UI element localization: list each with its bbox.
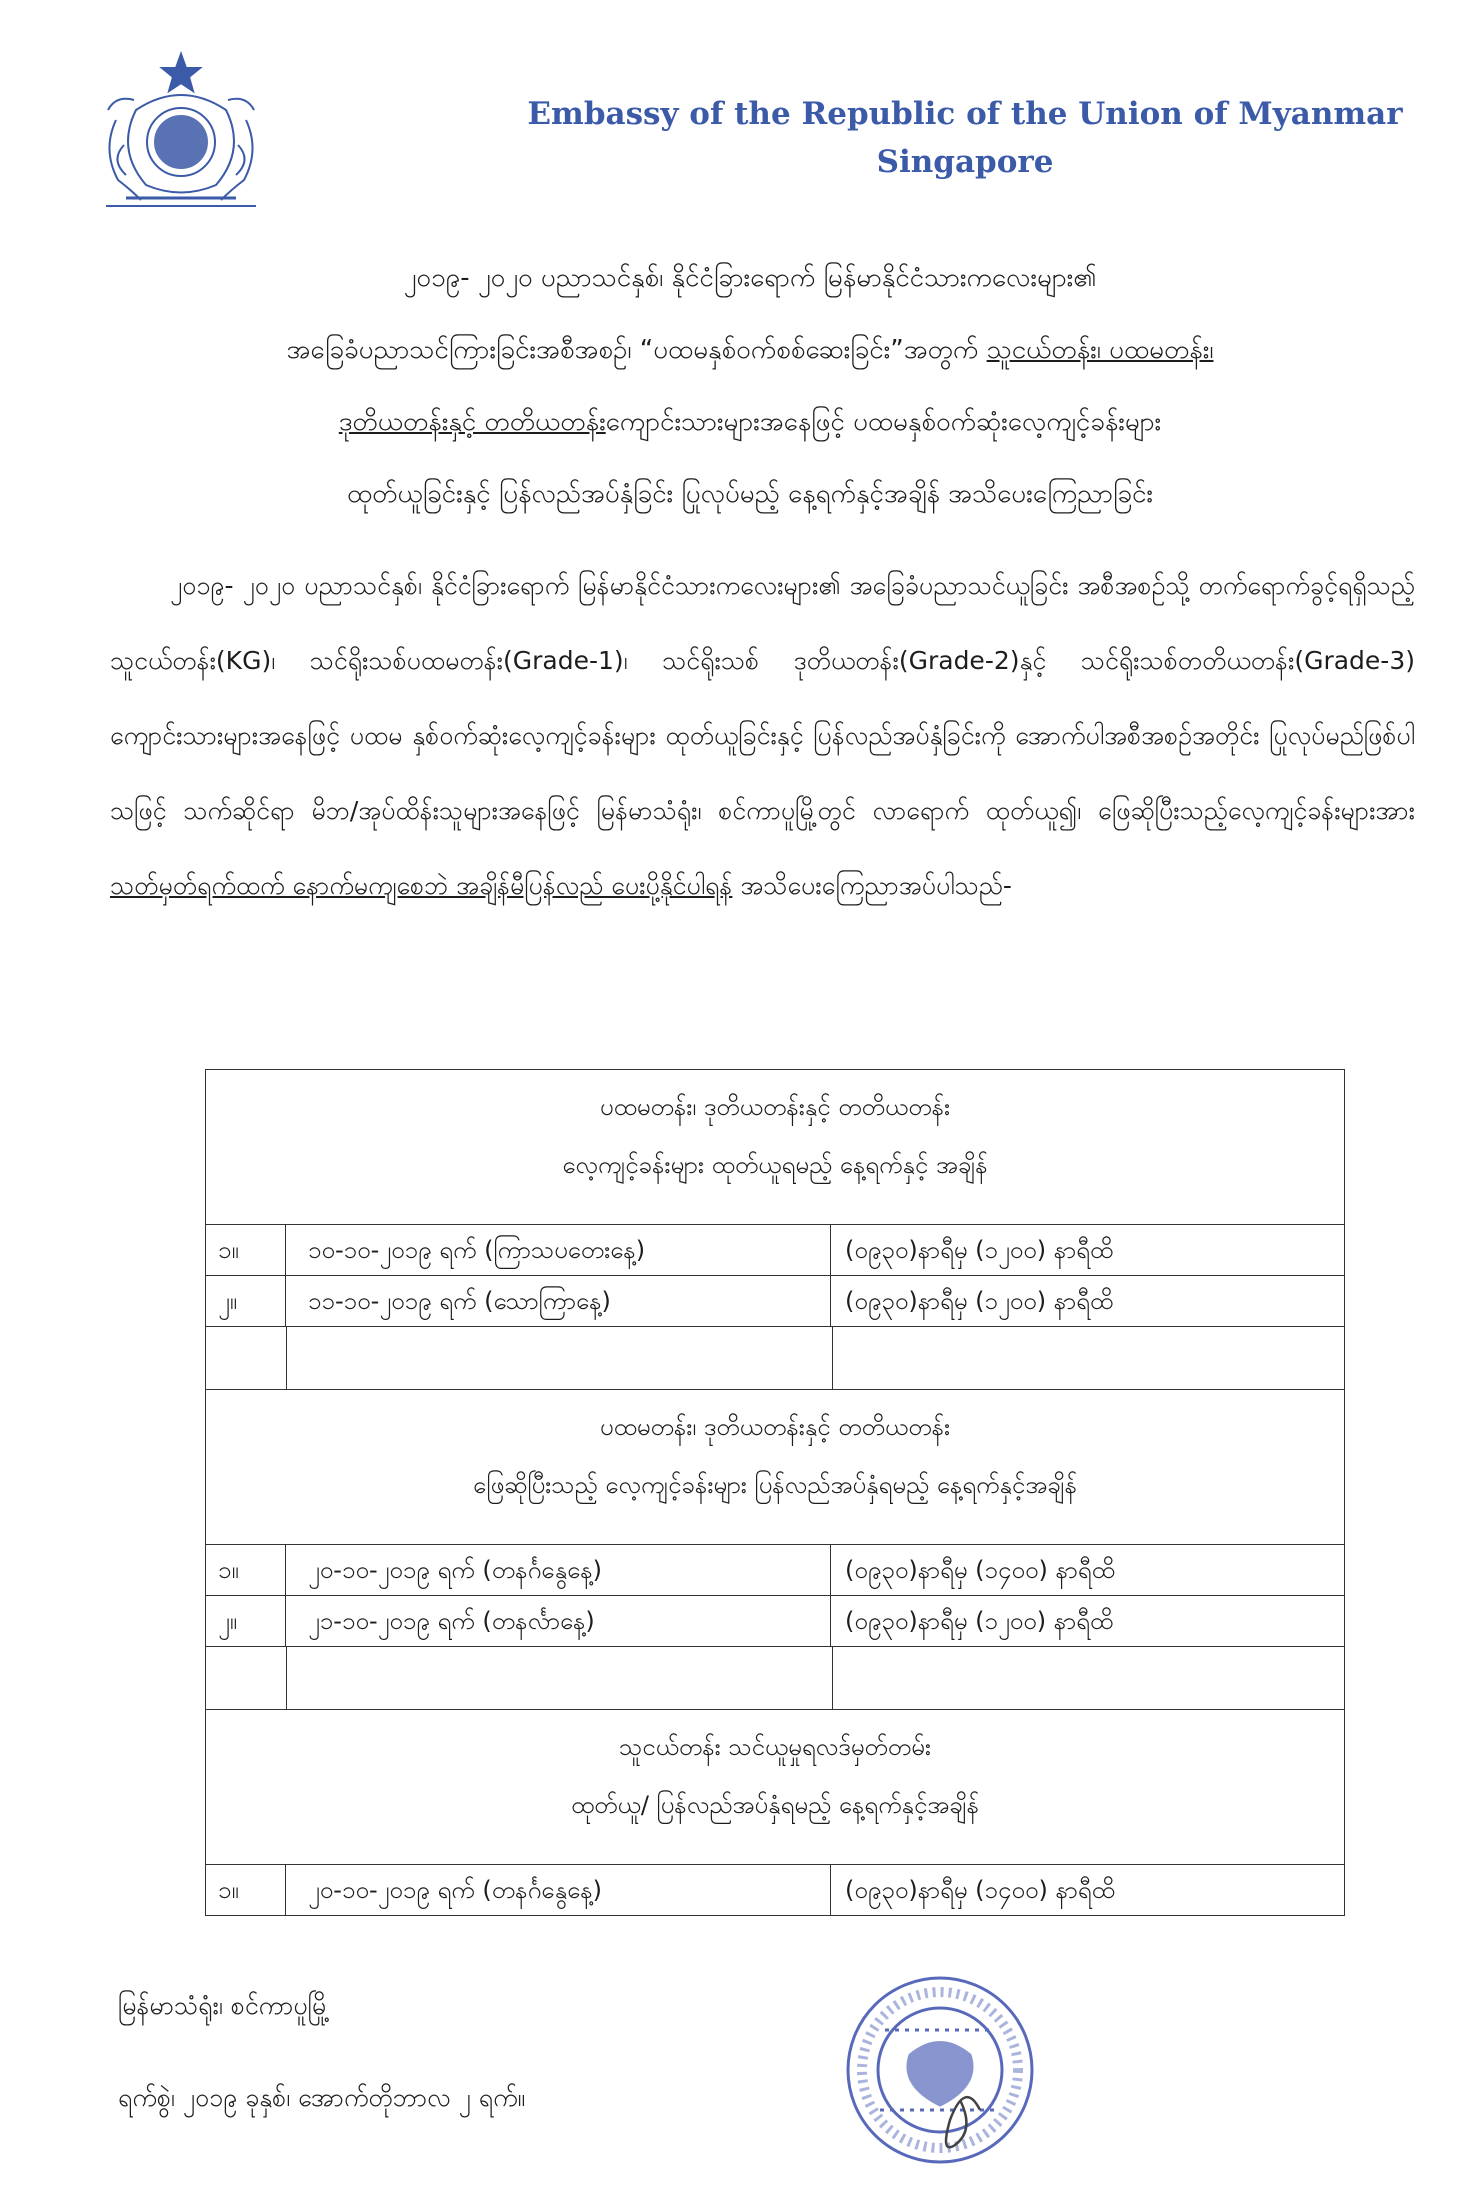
embassy-title-line1: Embassy of the Republic of the Union of Myanmar (527, 96, 1403, 132)
schedule-section-header (206, 1710, 1344, 1865)
row-time: (၀၉၃၀)နာရီမှ (၁၄၀၀) နာရီထိ (845, 1556, 1115, 1584)
row-date: ၁၀-၁၀-၂၀၁၉ ရက် (ကြာသပတေးနေ့) (286, 1225, 831, 1275)
heading-line2-underlined: သူငယ်တန်း၊ ပထမတန်း၊ (986, 335, 1214, 365)
heading-line4: ထုတ်ယူခြင်းနှင့် ပြန်လည်အပ်နှံခြင်း ပြုလုပ်မည့် နေ့ရက်နှင့်အချိန် အသိပေးကြေညာခြင်း (347, 479, 1153, 509)
heading-line3-text: ကျောင်းသားများအနေဖြင့် ပထမနှစ်ဝက်ဆုံးလေ့ကျင့်ခန်းများ (605, 407, 1162, 437)
schedule-block-collect (206, 1070, 1344, 1390)
embassy-seal-stamp-icon (840, 1970, 1040, 2170)
schedule-section-header (206, 1390, 1344, 1545)
table-row (206, 1545, 1344, 1596)
table-row (206, 1596, 1344, 1647)
row-date: ၁၁-၁၀-၂၀၁၉ ရက် (သောကြာနေ့) (286, 1276, 831, 1326)
schedule-table (205, 1069, 1345, 1916)
section-title-line2: လေ့ကျင့်ခန်းများ ထုတ်ယူရမည့် နေ့ရက်နှင့် အချိန် (562, 1151, 988, 1179)
row-number: ၁။ (206, 1225, 286, 1275)
body-text-end: အသိပေးကြေညာအပ်ပါသည်- (732, 871, 1012, 900)
schedule-section-header (206, 1070, 1344, 1225)
row-time: (၀၉၃၀)နာရီမှ (၁၄၀၀) နာရီထိ (845, 1876, 1115, 1904)
table-spacer-row (206, 1327, 1344, 1390)
row-time: (၀၉၃၀)နာရီမှ (၁၂၀၀) နာရီထိ (845, 1607, 1114, 1635)
section-title-line1: သူငယ်တန်း သင်ယူမှုရလဒ်မှတ်တမ်း (619, 1733, 931, 1761)
row-date: ၂၀-၁၀-၂၀၁၉ ရက် (တနင်္ဂနွေနေ့) (286, 1545, 831, 1595)
heading-line3 (110, 386, 1390, 458)
row-number: ၁။ (206, 1545, 286, 1595)
section-title-line1: ပထမတန်း၊ ဒုတိယတန်းနှင့် တတိယတန်း (599, 1413, 951, 1441)
row-date: ၂၀-၁၀-၂၀၁၉ ရက် (တနင်္ဂနွေနေ့) (286, 1865, 831, 1915)
section-title-line1: ပထမတန်း၊ ဒုတိယတန်းနှင့် တတိယတန်း (599, 1093, 951, 1121)
table-spacer-row (206, 1647, 1344, 1710)
table-row (206, 1225, 1344, 1276)
myanmar-state-seal-emblem-icon (96, 50, 266, 215)
table-row (206, 1276, 1344, 1327)
body-paragraph (110, 548, 1415, 923)
body-text: ၂၀၁၉- ၂၀၂၀ ပညာသင်နှစ်၊ နိုင်ငံခြားရောက် မြန်မာနိုင်ငံသားကလေးများ၏ အခြေခံပညာသင်ယူခြင်း အစီအစဉ်သို့ တက်ရောက်ခွင့်ရရှိသည့် သူငယ်တန်း(KG)၊ သင်ရိုးသစ်ပထမတန်း(Grade-1)၊ သင်ရိုးသစ် ဒုတိယတန်း(Grade-2)နှင့် သင်ရိုးသစ်တတိယတန်း(Grade-3) ကျောင်းသားများအနေဖြင့် ပထမ နှစ်ဝက်ဆုံးလေ့ကျင့်ခန်းများ ထုတ်ယူခြင်းနှင့် ပြန်လည်အပ်နှံခြင်းကို အောက်ပါအစီအစဉ်အတိုင်း ပြုလုပ်မည်ဖြစ်ပါသဖြင့် သက်ဆိုင်ရာ မိဘ/အုပ်ထိန်းသူများအနေဖြင့် မြန်မာသံရုံး၊ စင်ကာပူမြို့တွင် လာရောက် ထုတ်ယူ၍၊ ဖြေဆိုပြီးသည့်လေ့ကျင့်ခန်းများအား (110, 571, 1415, 825)
row-time: (၀၉၃၀)နာရီမှ (၁၂၀၀) နာရီထိ (845, 1287, 1114, 1315)
footer-date: ရက်စွဲ၊ ၂၀၁၉ ခုနှစ်၊ အောက်တိုဘာလ ၂ ရက်။ (118, 2083, 526, 2112)
body-text-underlined: သတ်မှတ်ရက်ထက် နောက်မကျစေဘဲ အချိန်မီပြန်လည် ပေးပို့နိုင်ပါရန် (110, 871, 733, 900)
signature-block (118, 1960, 525, 2144)
embassy-title (470, 90, 1460, 186)
footer-place: မြန်မာသံရုံး၊ စင်ကာပူမြို့ (118, 1991, 331, 2020)
schedule-block-kg (206, 1710, 1344, 1915)
embassy-title-line2: Singapore (876, 144, 1054, 180)
announcement-heading (110, 242, 1390, 530)
row-number: ၁။ (206, 1865, 286, 1915)
heading-line3-underlined: ဒုတိယတန်းနှင့် တတိယတန်း (338, 407, 606, 437)
row-number: ၂။ (206, 1596, 286, 1646)
row-number: ၂။ (206, 1276, 286, 1326)
heading-line2-text: အခြေခံပညာသင်ကြားခြင်းအစီအစဉ်၊ “ပထမနှစ်ဝက်စစ်ဆေးခြင်း”အတွက် (286, 335, 987, 365)
row-date: ၂၁-၁၀-၂၀၁၉ ရက် (တနင်္လာနေ့) (286, 1596, 831, 1646)
heading-line1: ၂၀၁၉- ၂၀၂၀ ပညာသင်နှစ်၊ နိုင်ငံခြားရောက် မြန်မာနိုင်ငံသားကလေးများ၏ (403, 263, 1097, 293)
section-title-line2: ဖြေဆိုပြီးသည့် လေ့ကျင့်ခန်းများ ပြန်လည်အပ်နှံရမည့် နေ့ရက်နှင့်အချိန် (473, 1471, 1077, 1499)
section-title-line2: ထုတ်ယူ/ ပြန်လည်အပ်နှံရမည့် နေ့ရက်နှင့်အချိန် (570, 1791, 980, 1819)
heading-line2 (110, 314, 1390, 386)
table-row (206, 1865, 1344, 1915)
schedule-block-return (206, 1390, 1344, 1710)
row-time: (၀၉၃၀)နာရီမှ (၁၂၀၀) နာရီထိ (845, 1236, 1114, 1264)
